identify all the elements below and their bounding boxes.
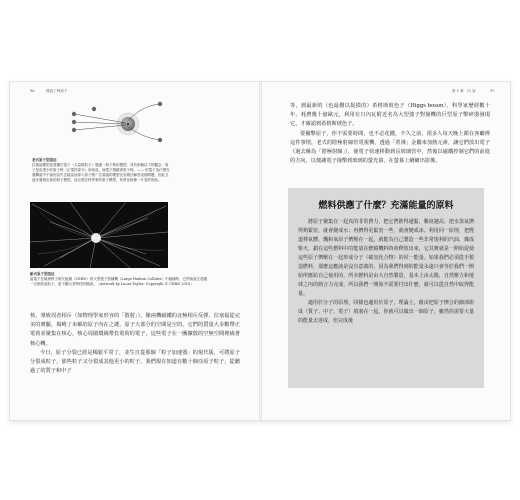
right-paragraph-1: 等，到最新的（也最難以捉摸的）希格斯玻色子（Higgs boson），科學家歷經數十年，耗費幾十億歐元，利用在日內瓦附近名為大型強子對撞機的巨型原子擊碎器發現它，才確認到希格斯玻色子。: [290, 103, 490, 128]
right-page: [262, 82, 510, 420]
figure1-caption-text: 拉塞福模型是建構在電子（大量微粒子）環繞一原子核的模型，具有兩個以下的觀念：原子是由很小的原子核（正電的部分）所組成，而電子環繞著原子核。—— 但電子為什麼在運轉當中不會因為失去能量而掉入原子核？拉塞福的模型沒有辦法解答這個問題，因此又逐步發展出新的原子模型，而且現在科學家的原子模型，其實比較像一片雲的形狀。: [32, 163, 170, 182]
book-spread: [10, 82, 510, 420]
running-head-right: 第 1 章 內 容: [452, 89, 476, 93]
left-body-text: [30, 312, 240, 376]
sidebar-box-body: [298, 218, 474, 326]
figure1-caption-title: 老式原子型說法: [32, 158, 57, 162]
figure2-caption-text: 當電子在歐洲核子研究組織（CERN）的大型強子對撞機（Large Hadron Collider）中碰撞時，它們會產生超過一百個其他粒子，留下顯示其特性的軌跡。（Artwork by Lucas Taylor: Copyright © CERN 2010）: [30, 277, 208, 286]
right-body-text: [290, 102, 490, 166]
left-page: [10, 82, 259, 420]
particle-collision-photo: [30, 202, 168, 268]
figure2-caption: [30, 272, 210, 287]
atom-model-illustration: [68, 100, 164, 144]
figure2-caption-title: 新式原子型說法: [30, 272, 55, 276]
left-paragraph-2: 今日，原子分裂已經是稀鬆平常了，並生自從那個「粒子加速器」的現代版，可將原子分裂成粒子，那些粒子又分裂成其他更小的粒子，我們現在知道有數十個亞原子粒子，從聽過了的質子和中子: [30, 349, 240, 375]
box-paragraph-1: 將原子聚集在一起真的非常費力，把它們推得越緊，難度越高，把水蒸氣擠得夠緊密，就會變成水；再擠得更緊密一些，就會變成冰。利用同一原理，把煙道裡氣體，飄和氧原子擠壓在一起，就能為自己製造一些非常規利的汽油，煤成柴火，鎖在這些燃料中的能量在燃燒機料時會釋放出來，它其實就是一開始促使這些原子擠壓在一起形成分子（碳氫化合物）的同一能量。如果我們必須從手製造燃料，那麼這應該是沒有意義的，因為我們得到的能量永遠只會等於我們一開始所應給自己使用的，所幸燃料是由大自然製造，基本上由太陽，自然壓力和地球之內的熱合力完成，所以我們一開始不需要付出什麼，就可以從自然中取得能量。: [298, 219, 474, 297]
running-head-left: 簡說了時原子: [46, 89, 68, 93]
figure1-caption: [32, 158, 170, 183]
page-number-right: 97: [490, 89, 495, 93]
right-paragraph-2: 要擾擊原子，你不需要時間，也不必花錢，不久之前，很多人每天晚上都在客廳裡這件事情，老式的陰極射線管電視機，透過「煮沸」金屬來加熱元素，讓它們放出電子（過去稱為「陰極射線」），使電子快速移動到長玻璃管中，然後以磁鐵控制它們的前進的方向，以便讓電子撞擊到玻璃的螢光幕，在螢幕上繪繪出影像。: [290, 130, 490, 165]
box-paragraph-2: 適用於分子的原理，同樣也適用於原子，理論上，藉由把原子擠合的細部組成（質子、中子、電子）填塞在一起，你就可以做出一個原子，雖然你需要大量的能量去達成，但完成後: [298, 300, 474, 324]
sidebar-box: [288, 188, 484, 388]
left-paragraph-1: 核，導致周者相斥（如物理學家形容的「散射」），像兩機磁鐵的北極相斥反彈，拉塞福從完美的實驗，揭曉了未解的原子內在之謎，原子大部分的空間是空的，它們的質量大多數帶正電荷並聚集在核心，核心周圍環繞帶負電荷的電子，這些電子在一團擴散的空無空間裡繞著核心轉。: [30, 313, 240, 347]
sidebar-box-title: 燃料供應了什麼？充滿能量的原料: [318, 201, 454, 211]
page-number-left: 96: [30, 89, 35, 93]
